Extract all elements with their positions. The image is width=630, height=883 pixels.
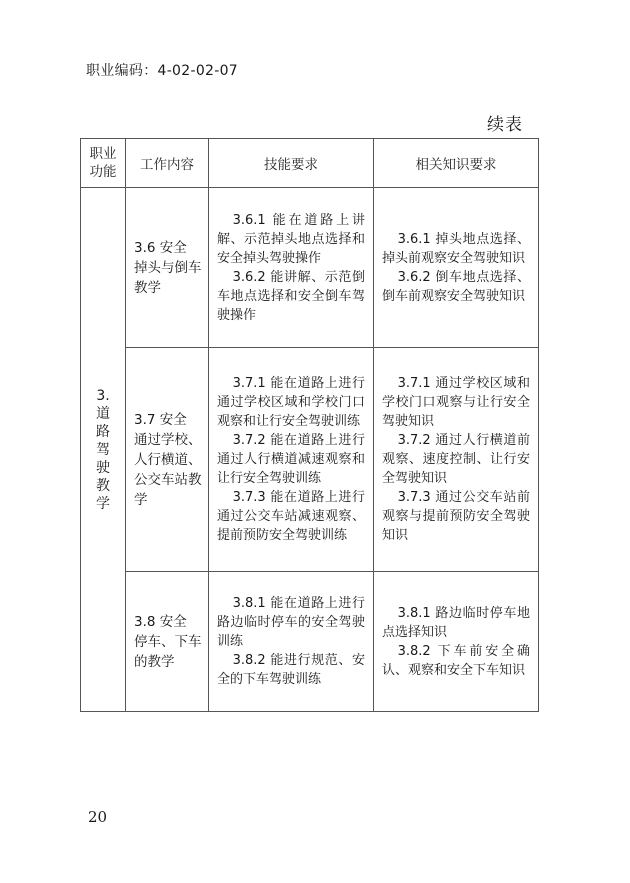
work-line: 学 xyxy=(134,491,148,508)
skill-text xyxy=(209,211,373,325)
skill-item: 3.6.1 能在道路上讲解、示范掉头地点选择和安全掉头驾驶操作 xyxy=(217,212,365,266)
continued-label: 续表 xyxy=(487,115,523,135)
knowledge-text xyxy=(374,374,538,545)
function-char: 驶 xyxy=(96,459,110,476)
work-line: 3.7 安全 xyxy=(134,411,187,428)
work-line: 教学 xyxy=(134,279,161,296)
header-function xyxy=(81,139,126,188)
header-skill: 技能要求 xyxy=(209,139,374,188)
function-char: 教 xyxy=(96,477,110,494)
table-row xyxy=(81,572,539,712)
function-char: 驾 xyxy=(96,441,110,458)
work-line: 的教学 xyxy=(134,653,175,670)
knowledge-item: 3.7.1 通过学校区域和学校门口观察与让行安全驾驶知识 xyxy=(382,376,530,429)
knowledge-text xyxy=(374,604,538,680)
knowledge-item: 3.6.2 倒车地点选择、倒车前观察安全驾驶知识 xyxy=(382,269,530,304)
knowledge-item: 3.7.3 通过公交车站前观察与提前预防安全驾驶知识 xyxy=(382,490,530,543)
table-row xyxy=(81,188,539,348)
knowledge-cell xyxy=(374,348,539,572)
work-line: 人行横道、 xyxy=(134,451,202,468)
header-function-line1: 职业 xyxy=(89,146,117,162)
skill-cell xyxy=(209,348,374,572)
skill-cell xyxy=(209,572,374,712)
skills-table xyxy=(80,138,539,712)
work-cell xyxy=(126,188,209,348)
work-line: 3.8 安全 xyxy=(134,613,187,630)
skill-text xyxy=(209,374,373,545)
knowledge-cell xyxy=(374,188,539,348)
work-line: 掉头与倒车 xyxy=(134,259,202,276)
table-header-row xyxy=(81,139,539,188)
function-char: 道 xyxy=(96,405,110,422)
work-cell xyxy=(126,572,209,712)
skill-item: 3.7.3 能在道路上进行通过公交车站减速观察、提前预防安全驾驶训练 xyxy=(217,490,365,543)
work-line: 3.6 安全 xyxy=(134,239,187,256)
work-cell xyxy=(126,348,209,572)
table-row xyxy=(81,348,539,572)
header-knowledge: 相关知识要求 xyxy=(374,139,539,188)
knowledge-item: 3.7.2 通过人行横道前观察、速度控制、让行安全驾驶知识 xyxy=(382,433,530,486)
skill-item: 3.6.2 能讲解、示范倒车地点选择和安全倒车驾驶操作 xyxy=(217,269,365,323)
function-cell xyxy=(81,188,126,712)
page-number: 20 xyxy=(88,808,108,826)
function-char: 3. xyxy=(96,387,110,404)
skill-cell xyxy=(209,188,374,348)
function-vertical-text xyxy=(81,387,125,513)
work-line: 公交车站教 xyxy=(134,471,202,488)
skill-item: 3.8.1 能在道路上进行路边临时停车的安全驾驶训练 xyxy=(217,596,365,649)
knowledge-item: 3.6.1 掉头地点选择、掉头前观察安全驾驶知识 xyxy=(382,231,530,266)
knowledge-item: 3.8.1 路边临时停车地点选择知识 xyxy=(382,605,530,640)
function-char: 学 xyxy=(96,495,110,512)
header-function-line2: 功能 xyxy=(89,164,117,180)
knowledge-cell xyxy=(374,572,539,712)
skill-text xyxy=(209,594,373,689)
skill-item: 3.8.2 能进行规范、安全的下车驾驶训练 xyxy=(217,653,365,687)
work-line: 停车、下车 xyxy=(134,633,202,650)
skill-item: 3.7.2 能在道路上进行通过人行横道减速观察和让行安全驾驶训练 xyxy=(217,433,365,486)
knowledge-text xyxy=(374,230,538,306)
work-line: 通过学校、 xyxy=(134,431,202,448)
skill-item: 3.7.1 能在道路上进行通过学校区域和学校门口观察和让行安全驾驶训练 xyxy=(217,376,365,429)
knowledge-item: 3.8.2 下车前安全确认、观察和安全下车知识 xyxy=(382,643,530,678)
header-work: 工作内容 xyxy=(126,139,209,188)
function-char: 路 xyxy=(96,423,110,440)
occupation-code: 职业编码：4-02-02-07 xyxy=(86,63,239,79)
